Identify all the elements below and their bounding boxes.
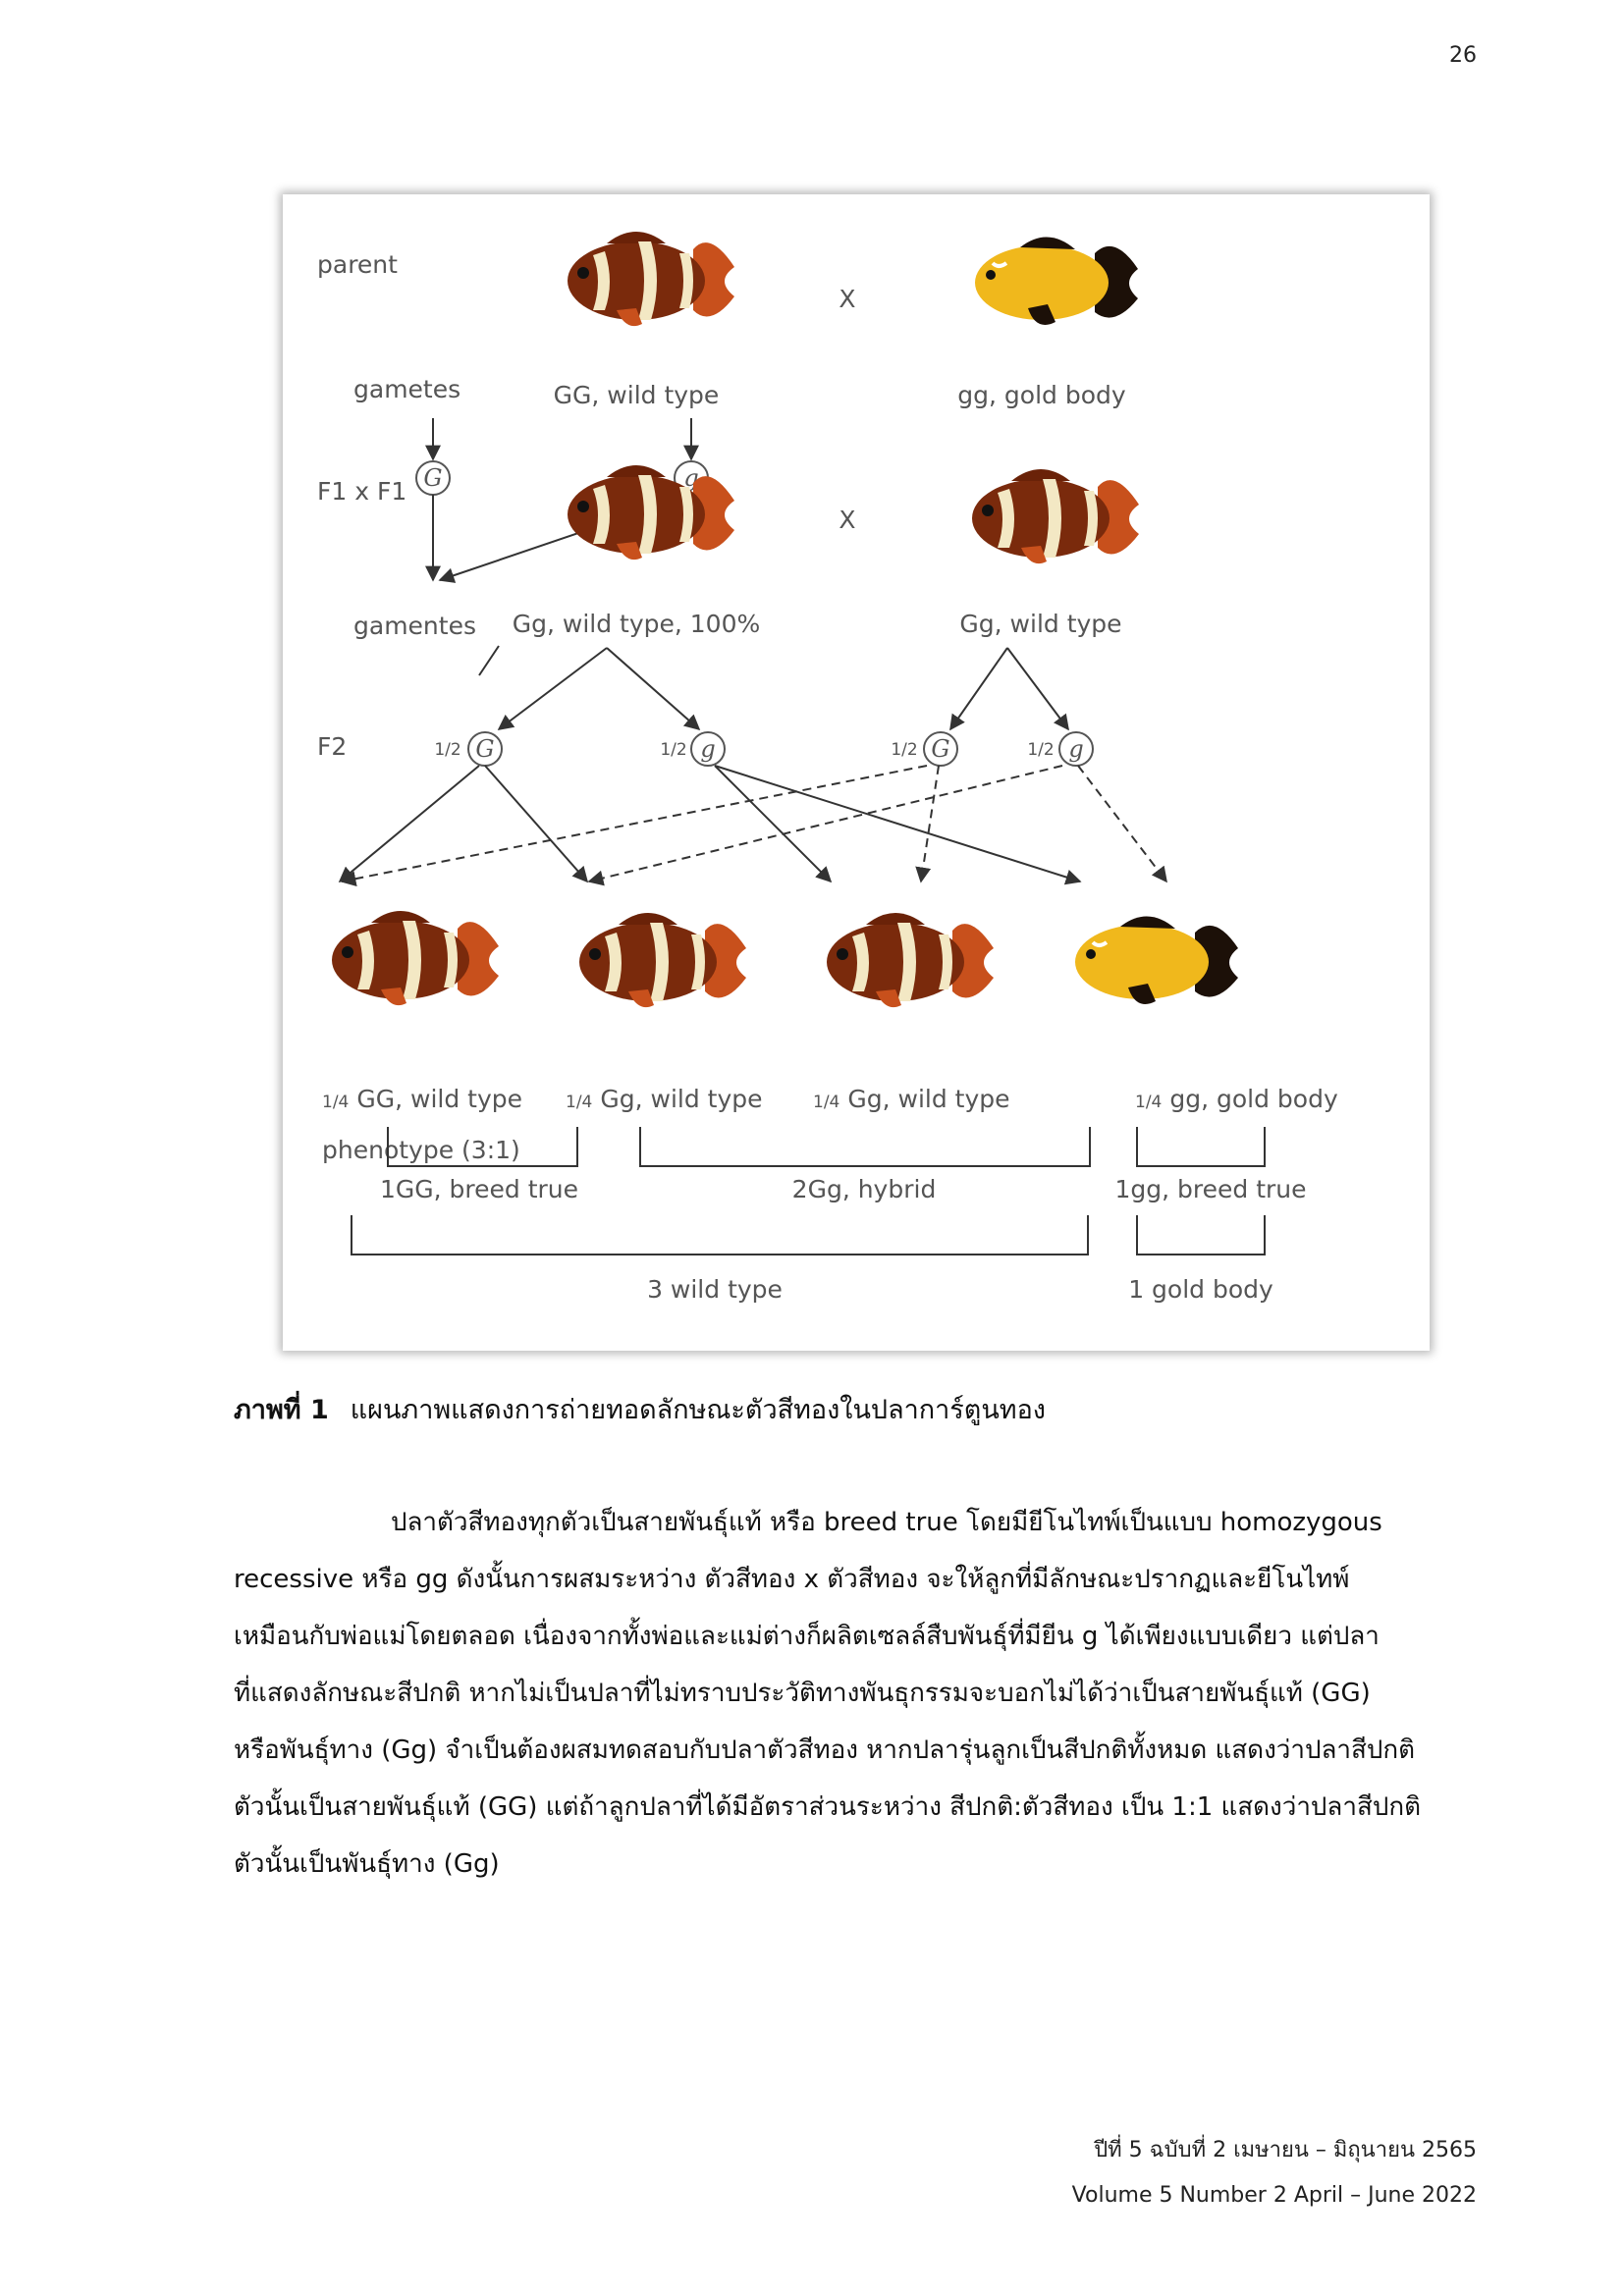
parent-gamete-right: g — [683, 464, 699, 492]
group-hybrid: 2Gg, hybrid — [791, 1175, 937, 1203]
cross-symbol-f1: X — [839, 506, 856, 534]
cross-symbol-parent: X — [839, 285, 856, 313]
f2-label-1: 1/4 GG, wild type — [322, 1085, 522, 1113]
body-paragraph — [234, 1494, 1481, 1893]
gamete-fraction-1: 1/2 — [434, 740, 461, 760]
body-line-5: หรือพันธุ์ทาง (Gg) จำเป็นต้องผสมทดสอบกับปลาตัวสีทอง หากปลารุ่นลูกเป็นสีปกติทั้งหมด แสดงว่าปลาสีปกติ — [234, 1735, 1415, 1765]
body-line-2: recessive หรือ gg ดังนั้นการผสมระหว่าง ตัวสีทอง x ตัวสีทอง จะให้ลูกที่มีลักษณะปรากฏและยีโนไทพ์ — [234, 1565, 1350, 1594]
f1-left-label: Gg, wild type, 100% — [512, 610, 761, 638]
row-label-phenotype: phenotype (3:1) — [322, 1136, 520, 1164]
f1-gamete-3: G — [931, 735, 950, 763]
row-label-parent: parent — [317, 250, 398, 279]
f2-label-2: 1/4 Gg, wild type — [566, 1085, 763, 1113]
footer-thai: ปีที่ 5 ฉบับที่ 2 เมษายน – มิถุนายน 2565 — [1094, 2138, 1477, 2163]
figure-caption — [234, 1388, 1046, 1430]
group-gold-body: 1 gold body — [1128, 1275, 1273, 1304]
genetics-figure — [283, 194, 1430, 1351]
f2-fish-1 — [332, 911, 499, 1005]
figure-caption-label: ภาพที่ 1 — [234, 1395, 329, 1425]
inheritance-diagram — [283, 194, 1430, 1351]
page-footer — [1072, 2128, 1477, 2218]
parent-wild-fish — [568, 232, 734, 326]
f2-label-3: 1/4 Gg, wild type — [813, 1085, 1010, 1113]
f1-left-fish — [568, 465, 734, 560]
page-number: 26 — [1449, 43, 1477, 68]
row-label-f1: F1 x F1 — [317, 477, 407, 506]
body-line-4: ที่แสดงลักษณะสีปกติ หากไม่เป็นปลาที่ไม่ทราบประวัติทางพันธุกรรมจะบอกไม่ได้ว่าเป็นสายพันธุ์แท้ (GG) — [234, 1679, 1371, 1708]
parent-gamete-left: G — [423, 464, 443, 492]
f2-labels — [322, 1085, 1338, 1113]
f1-right-fish — [972, 469, 1139, 563]
group-breed-true-right: 1gg, breed true — [1114, 1175, 1307, 1203]
f1-right-label: Gg, wild type — [959, 610, 1122, 638]
punnett-arrows — [340, 766, 1166, 881]
row-label-f2: F2 — [317, 732, 348, 761]
gamete-fraction-3: 1/2 — [891, 740, 918, 760]
figure-caption-text: แผนภาพแสดงการถ่ายทอดลักษณะตัวสีทองในปลาการ์ตูนทอง — [350, 1395, 1046, 1425]
f2-fish-4 — [1075, 916, 1238, 1003]
body-line-7: ตัวนั้นเป็นพันธุ์ทาง (Gg) — [234, 1849, 500, 1879]
f1-gamete-4: g — [1068, 735, 1084, 763]
body-line-1: ปลาตัวสีทองทุกตัวเป็นสายพันธุ์แท้ หรือ breed true โดยมียีโนไทพ์เป็นแบบ homozygous — [391, 1508, 1382, 1537]
f1-gamete-1: G — [475, 735, 495, 763]
group-wild-type: 3 wild type — [647, 1275, 783, 1304]
f2-label-4: 1/4 gg, gold body — [1135, 1085, 1338, 1113]
footer-english: Volume 5 Number 2 April – June 2022 — [1071, 2183, 1477, 2208]
parent-right-label: gg, gold body — [957, 381, 1126, 409]
group-breed-true-left: 1GG, breed true — [379, 1175, 579, 1203]
body-line-6: ตัวนั้นเป็นสายพันธุ์แท้ (GG) แต่ถ้าลูกปลาที่ได้มีอัตราส่วนระหว่าง สีปกติ:ตัวสีทอง เป็น 1:1 แสดงว่าปลาสีปกติ — [234, 1792, 1421, 1822]
f2-fish-2 — [579, 913, 746, 1007]
f1-gamete-2: g — [700, 735, 716, 763]
gamete-fraction-4: 1/2 — [1027, 740, 1055, 760]
gamete-fraction-2: 1/2 — [660, 740, 687, 760]
parent-left-label: GG, wild type — [553, 381, 720, 409]
row-label-gamentes: gamentes — [353, 612, 476, 640]
body-line-3: เหมือนกับพ่อแม่โดยตลอด เนื่องจากทั้งพ่อและแม่ต่างก็ผลิตเซลล์สืบพันธุ์ที่มียีน g ได้เพียงแบบเดียว แต่ปลา — [234, 1622, 1380, 1651]
row-label-gametes: gametes — [353, 375, 461, 403]
f2-fish-3 — [827, 913, 994, 1007]
parent-gold-fish — [975, 237, 1138, 324]
f1-gametes — [434, 732, 1093, 766]
